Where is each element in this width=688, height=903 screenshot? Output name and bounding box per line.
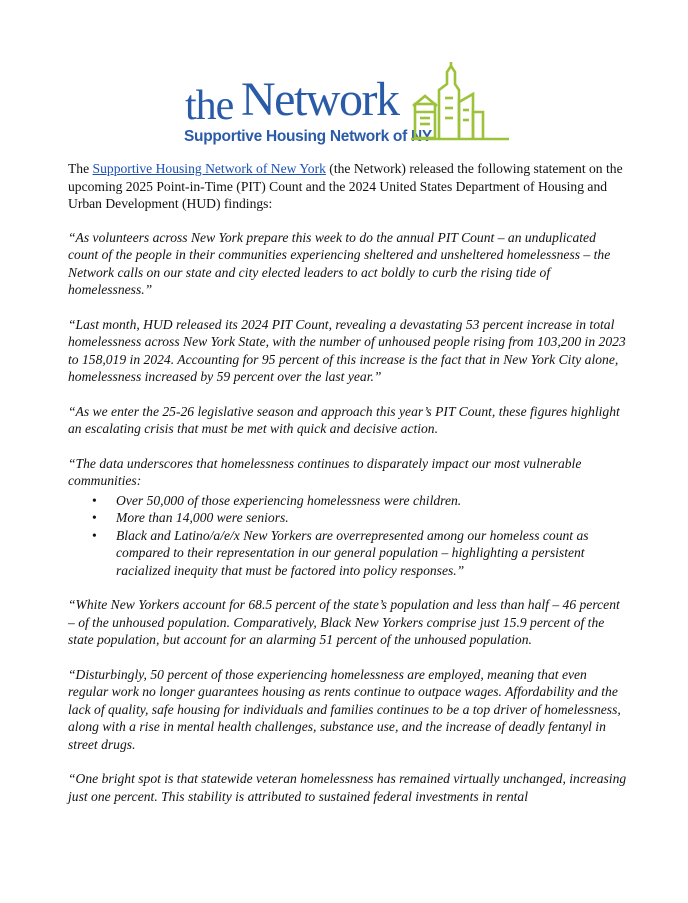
quote-veterans: “One bright spot is that statewide veteran homelessness has remained virtually unchanged, increasing just one percent. This stability is attributed to sustained federal investments in rental xyxy=(68,771,627,804)
logo-tagline: Supportive Housing Network of NY xyxy=(184,128,432,145)
press-statement xyxy=(68,160,628,822)
network-logo xyxy=(183,62,513,152)
network-link[interactable]: Supportive Housing Network of New York xyxy=(92,161,326,176)
quote-employment: “Disturbingly, 50 percent of those experiencing homelessness are employed, meaning that even regular work no longer guarantees housing as rents continue to outpace wages. Affordability and the lack of quality, safe housing for individuals and families continues to be a top driver of homelessness, along with a rise in mental health challenges, substance use, and the increase of deadly fentanyl in street drugs. xyxy=(68,666,621,752)
impact-list xyxy=(68,492,628,580)
intro-text: (the Network) released the following statement on the upcoming 2025 Point-in-Time (PIT) Count and the 2024 United States Department of Housing and Urban Development (HUD) findings: xyxy=(68,161,623,211)
skyline-icon xyxy=(411,62,511,146)
quote-population-share: “White New Yorkers account for 68.5 percent of the state’s population and less than half – 46 percent – of the unhoused population. Comparatively, Black New Yorkers comprise just 15.9 percent of the state population, but account for an alarming 51 percent of the unhoused population. xyxy=(68,597,620,647)
quote-pit-count: “As volunteers across New York prepare this week to do the annual PIT Count – an unduplicated count of the people in their communities experiencing sheltered and unsheltered homelessness – the Network calls on our state and city elected leaders to act boldly to curb the rising tide of homelessness.” xyxy=(68,229,611,297)
list-item: • Black and Latino/a/e/x New Yorkers are overrepresented among our homeless count as compared to their representation in our general population – highlighting a persistent racialized inequity that must be factored into policy responses.” xyxy=(116,527,628,580)
logo-word-network: Network xyxy=(241,73,399,126)
list-item: • More than 14,000 were seniors. xyxy=(116,509,628,527)
quote-disparate-impact: “The data underscores that homelessness continues to disparately impact our most vulnerable communities: xyxy=(68,455,582,488)
intro-paragraph: The Supportive Housing Network of New York (the Network) released the following statement on the upcoming 2025 Point-in-Time (PIT) Count and the 2024 United States Department of Housing and Urban Development (HUD) findings: xyxy=(68,161,623,211)
quote-legislative-season: “As we enter the 25-26 legislative season and approach this year’s PIT Count, these figures highlight an escalating crisis that must be met with quick and decisive action. xyxy=(68,403,620,436)
list-item: • Over 50,000 of those experiencing homelessness were children. xyxy=(116,492,628,510)
logo-word-the: the xyxy=(185,83,234,129)
quote-hud-findings: “Last month, HUD released its 2024 PIT Count, revealing a devastating 53 percent increase in total homelessness across New York State, with the number of unhoused people rising from 103,200 in 2023 to 158,019 in 2024. Accounting for 95 percent of this increase is the fact that in New York City alone, homelessness increased by 59 percent over the last year.” xyxy=(68,316,626,384)
